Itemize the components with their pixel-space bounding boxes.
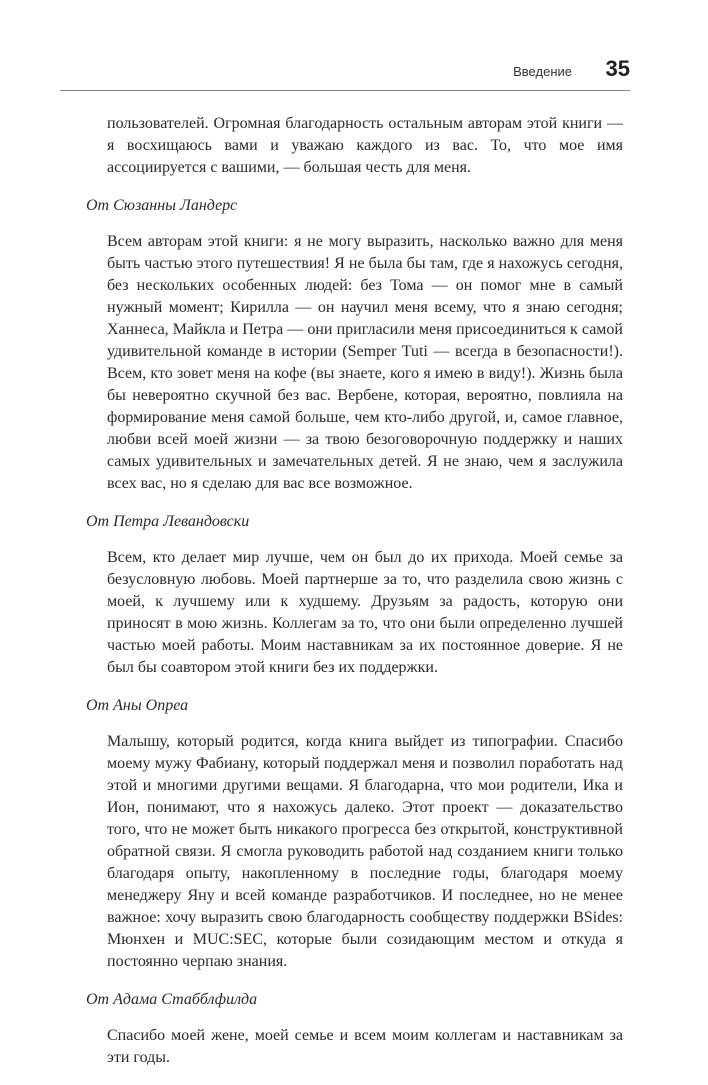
page-number: 35 (605, 56, 630, 81)
header-section-title: Введение (513, 64, 572, 79)
author-heading: От Адама Стабблфилда (86, 991, 258, 1008)
acknowledgment-section (86, 695, 623, 973)
acknowledgment-paragraph: Малышу, который родится, когда книга выйдет из типографии. Спасибо моему мужу Фабиану, который поддержал меня и позволил поработать над этой и многими другими вещами. Я благодарна, что мои родители, Ика и Ион, понимают, что я нахожусь далеко. Этот проект — доказательство того, что не может быть никакого прогресса без открытой, конструктивной обратной связи. Я смогла руководить работой над созданием книги только благодаря опыту, накопленному в последние годы, благодаря моему менеджеру Яну и всей команде разработчиков. И последнее, но не менее важное: хочу выразить свою благодарность сообществу поддержки BSides: Мюнхен и MUC:SEC, которые были созидающим местом и откуда я постоянно черпаю знания. (107, 733, 623, 970)
author-heading: От Петра Левандовски (86, 513, 250, 530)
author-heading: От Аны Опреа (86, 697, 189, 714)
author-heading: От Сюзанны Ландерс (86, 197, 238, 214)
acknowledgment-section (86, 989, 623, 1069)
acknowledgment-section (86, 511, 623, 679)
acknowledgment-paragraph: Всем авторам этой книги: я не могу выразить, насколько важно для меня быть частью этого путешествия! Я не была бы там, где я нахожусь сегодня, без нескольких особенных людей: без Тома — он помог мне в самый нужный момент; Кирилла — он научил меня всему, что я знаю сегодня; Ханнеса, Майкла и Петра — они пригласили меня присоединиться к самой удивительной команде в истории (Semper Tuti — всегда в безопасности!). Всем, кто зовет меня на кофе (вы знаете, кого я имею в виду!). Жизнь была бы невероятно скучной без вас. Вербене, которая, вероятно, повлияла на формирование меня самой больше, чем кто-либо другой, и, самое главное, любви всей моей жизни — за твою безоговорочную поддержку и наших самых удивительных и замечательных детей. Я не знаю, чем я заслужила всех вас, но я сделаю для вас все возможное. (107, 233, 623, 492)
running-header (60, 52, 630, 91)
intro-paragraph: пользователей. Огромная благодарность остальным авторам этой книги — я восхищаюсь вами и уважаю каждого из вас. То, что мое имя ассоциируется с вашими, — большая честь для меня. (107, 115, 623, 176)
acknowledgment-paragraph: Спасибо моей жене, моей семье и всем моим коллегам и наставникам за эти годы. (107, 1027, 623, 1066)
acknowledgment-section (86, 195, 623, 495)
page-body (86, 113, 623, 1085)
acknowledgment-paragraph: Всем, кто делает мир лучше, чем он был до их прихода. Моей семье за безусловную любовь. Моей партнерше за то, что разделила свою жизнь с моей, к лучшему или к худшему. Друзьям за радость, которую они приносят в мою жизнь. Коллегам за то, что они были определенно лучшей частью моей работы. Моим наставникам за их постоянное доверие. Я не был бы соавтором этой книги без их поддержки. (107, 549, 623, 676)
